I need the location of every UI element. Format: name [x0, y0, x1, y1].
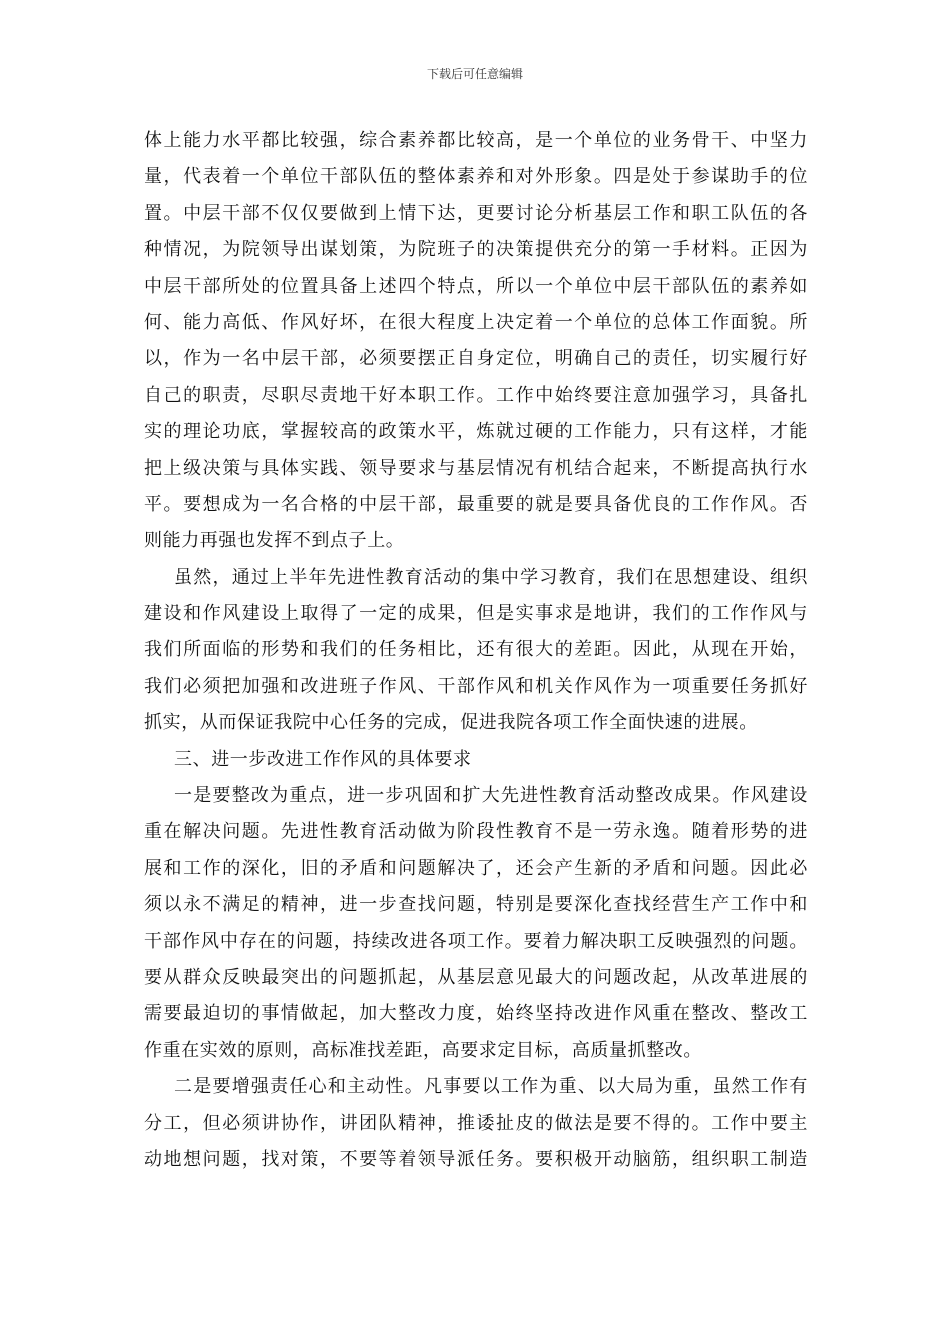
text-line: 何、能力高低、作风好坏，在很大程度上决定着一个单位的总体工作面貌。所: [144, 311, 808, 333]
text-line: 重在解决问题。先进性教育活动做为阶段性教育不是一劳永逸。随着形势的进: [144, 821, 808, 843]
text-line: 要从群众反映最突出的问题抓起，从基层意见最大的问题改起，从改革进展的: [144, 966, 808, 988]
paragraph-start-line: 一是要整改为重点，进一步巩固和扩大先进性教育活动整改成果。作风建设: [174, 785, 808, 807]
text-line: 则能力再强也发挥不到点子上。: [144, 530, 405, 552]
text-line: 我们所面临的形势和我们的任务相比，还有很大的差距。因此，从现在开始，: [144, 639, 808, 661]
text-line: 量，代表着一个单位干部队伍的整体素养和对外形象。四是处于参谋助手的位: [144, 166, 808, 188]
text-line: 种情况，为院领导出谋划策，为院班子的决策提供充分的第一手材料。正因为: [144, 239, 808, 261]
page-header: 下载后可任意编辑: [426, 67, 523, 81]
text-line: 置。中层干部不仅仅要做到上情下达，更要讨论分析基层工作和职工队伍的各: [144, 202, 808, 224]
text-line: 平。要想成为一名合格的中层干部，最重要的就是要具备优良的工作作风。否: [144, 493, 808, 515]
text-line: 中层干部所处的位置具备上述四个特点，所以一个单位中层干部队伍的素养如: [144, 275, 808, 297]
text-line: 体上能力水平都比较强，综合素养都比较高，是一个单位的业务骨干、中坚力: [144, 130, 808, 151]
text-line: 我们必须把加强和改进班子作风、干部作风和机关作风作为一项重要任务抓好: [144, 675, 808, 697]
text-line: 建设和作风建设上取得了一定的成果，但是实事求是地讲，我们的工作作风与: [144, 603, 808, 625]
paragraph-start-line: 虽然，通过上半年先进性教育活动的集中学习教育，我们在思想建设、组织: [174, 566, 808, 588]
paragraph-start-line: 二是要增强责任心和主动性。凡事要以工作为重、以大局为重，虽然工作有: [174, 1076, 808, 1098]
text-line: 动地想问题，找对策，不要等着领导派任务。要积极开动脑筋，组织职工制造: [144, 1148, 808, 1170]
text-line: 分工，但必须讲协作，讲团队精神，推诿扯皮的做法是要不得的。工作中要主: [144, 1112, 808, 1134]
text-line: 作重在实效的原则，高标准找差距，高要求定目标，高质量抓整改。: [144, 1039, 702, 1061]
text-line: 须以永不满足的精神，进一步查找问题，特别是要深化查找经营生产工作中和: [144, 894, 808, 916]
text-line: 展和工作的深化，旧的矛盾和问题解决了，还会产生新的矛盾和问题。因此必: [144, 857, 808, 879]
section-heading: 三、进一步改进工作作风的具体要求: [174, 748, 472, 770]
text-line: 实的理论功底，掌握较高的政策水平，炼就过硬的工作能力，只有这样，才能: [144, 421, 808, 443]
document-body: [144, 123, 808, 1178]
text-line: 需要最迫切的事情做起，加大整改力度，始终坚持改进作风重在整改、整改工: [144, 1003, 808, 1025]
text-line: 把上级决策与具体实践、领导要求与基层情况有机结合起来，不断提高执行水: [144, 457, 808, 479]
text-line: 干部作风中存在的问题，持续改进各项工作。要着力解决职工反映强烈的问题。: [144, 930, 808, 952]
text-line: 自己的职责，尽职尽责地干好本职工作。工作中始终要注意加强学习，具备扎: [144, 384, 808, 406]
text-line: 抓实，从而保证我院中心任务的完成，促进我院各项工作全面快速的进展。: [144, 712, 758, 734]
text-line: 以，作为一名中层干部，必须要摆正自身定位，明确自己的责任，切实履行好: [144, 348, 808, 370]
